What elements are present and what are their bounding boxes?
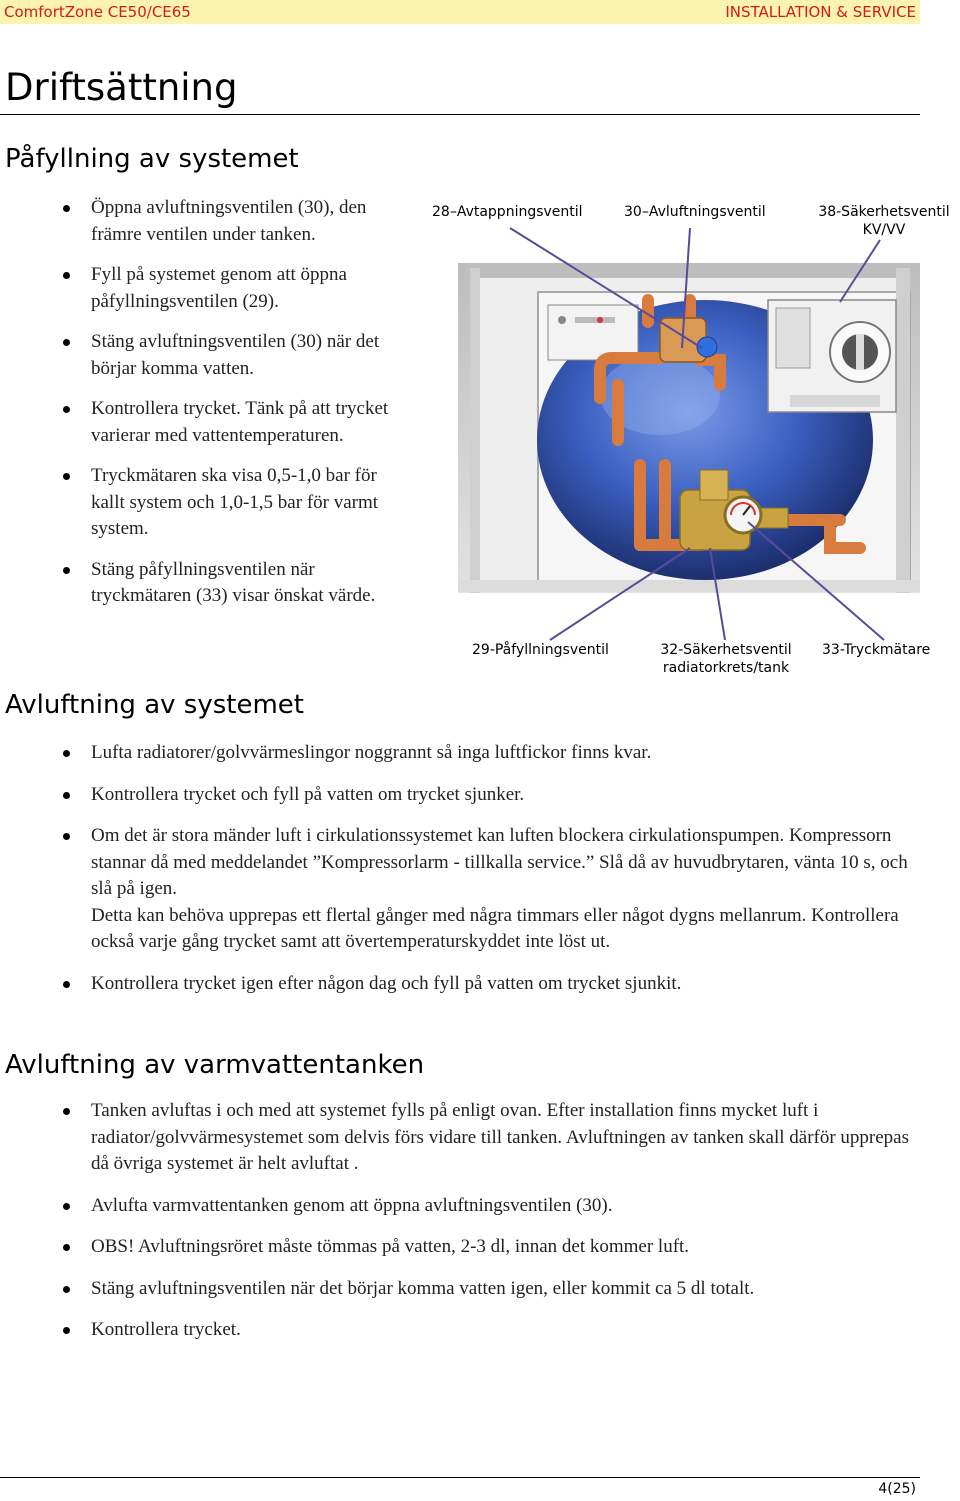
label-drain-valve-28: 28–Avtappningsventil (432, 204, 583, 220)
heat-pump-figure (0, 0, 960, 700)
header-section: INSTALLATION & SERVICE (725, 3, 916, 21)
section-heading-tank: Avluftning av varmvattentanken (5, 1050, 425, 1080)
safety-valve-unit (768, 300, 896, 412)
tank-steps-list (63, 1098, 923, 1344)
section-heading-fill: Påfyllning av systemet (5, 144, 299, 174)
label-safety-valve-38: 38-Säkerhetsventil KV/VV (818, 204, 950, 238)
label-pressure-gauge-33: 33-Tryckmätare (822, 642, 931, 658)
footer-rule (0, 1477, 920, 1478)
list-item: Kontrollera trycket. Tänk på att trycket varierar med vattentemperaturen. (63, 396, 408, 449)
list-item: Stäng påfyllningsventilen när tryckmätaren (33) visar önskat värde. (63, 557, 408, 610)
list-item: Kontrollera trycket igen efter någon dag och fyll på vatten om trycket sjunkit. (63, 971, 923, 998)
list-item: Stäng avluftningsventilen (30) när det börjar komma vatten. (63, 329, 408, 382)
list-item: Kontrollera trycket. (63, 1317, 923, 1344)
control-panel (548, 305, 638, 360)
page-number: 4(25) (878, 1481, 916, 1497)
list-item: Stäng avluftningsventilen när det börjar komma vatten igen, eller kommit ca 5 dl totalt. (63, 1276, 923, 1303)
list-item: Tanken avluftas i och med att systemet fylls på enligt ovan. Efter installation finns mycket luft i radiator/golvvärmesystemet som delvis förs vidare till tanken. Avluftningen av tanken skall därför upprepas då övriga systemet är helt avluftat . (63, 1098, 923, 1178)
label-safety-valve-32: 32-Säkerhetsventil radiatorkrets/tank (660, 642, 792, 676)
list-item: Lufta radiatorer/golvvärmeslingor noggrannt så inga luftfickor finns kvar. (63, 740, 923, 767)
list-item: Öppna avluftningsventilen (30), den främre ventilen under tanken. (63, 195, 408, 248)
bleed-steps-list (63, 740, 923, 997)
list-item: Om det är stora mänder luft i cirkulationssystemet kan luften blockera cirkulationspumpen. Kompressorn stannar då med meddelandet ”Kompressorlarm - tillkalla service.” Slå då av huvudbrytaren, vänta 10 s, och slå på igen. Detta kan behöva upprepas ett flertal gånger med några timmars eller något dygns mellanrum. Kontrollera också varje gång trycket samt att övertemperaturskyddet inte löst ut. (63, 823, 923, 956)
page-title: Driftsättning (5, 66, 238, 109)
list-item: Tryckmätaren ska visa 0,5-1,0 bar för kallt system och 1,0-1,5 bar för varmt system. (63, 463, 408, 543)
list-item: Kontrollera trycket och fyll på vatten om trycket sjunker. (63, 782, 923, 809)
label-fill-valve-29: 29-Påfyllningsventil (472, 642, 609, 658)
list-item: OBS! Avluftningsröret måste tömmas på vatten, 2-3 dl, innan det kommer luft. (63, 1234, 923, 1261)
list-item: Fyll på systemet genom att öppna påfyllningsventilen (29). (63, 262, 408, 315)
header-product: ComfortZone CE50/CE65 (4, 3, 191, 21)
list-item: Avlufta varmvattentanken genom att öppna avluftningsventilen (30). (63, 1193, 923, 1220)
section-heading-bleed: Avluftning av systemet (5, 690, 304, 720)
label-bleed-valve-30: 30–Avluftningsventil (624, 204, 766, 220)
